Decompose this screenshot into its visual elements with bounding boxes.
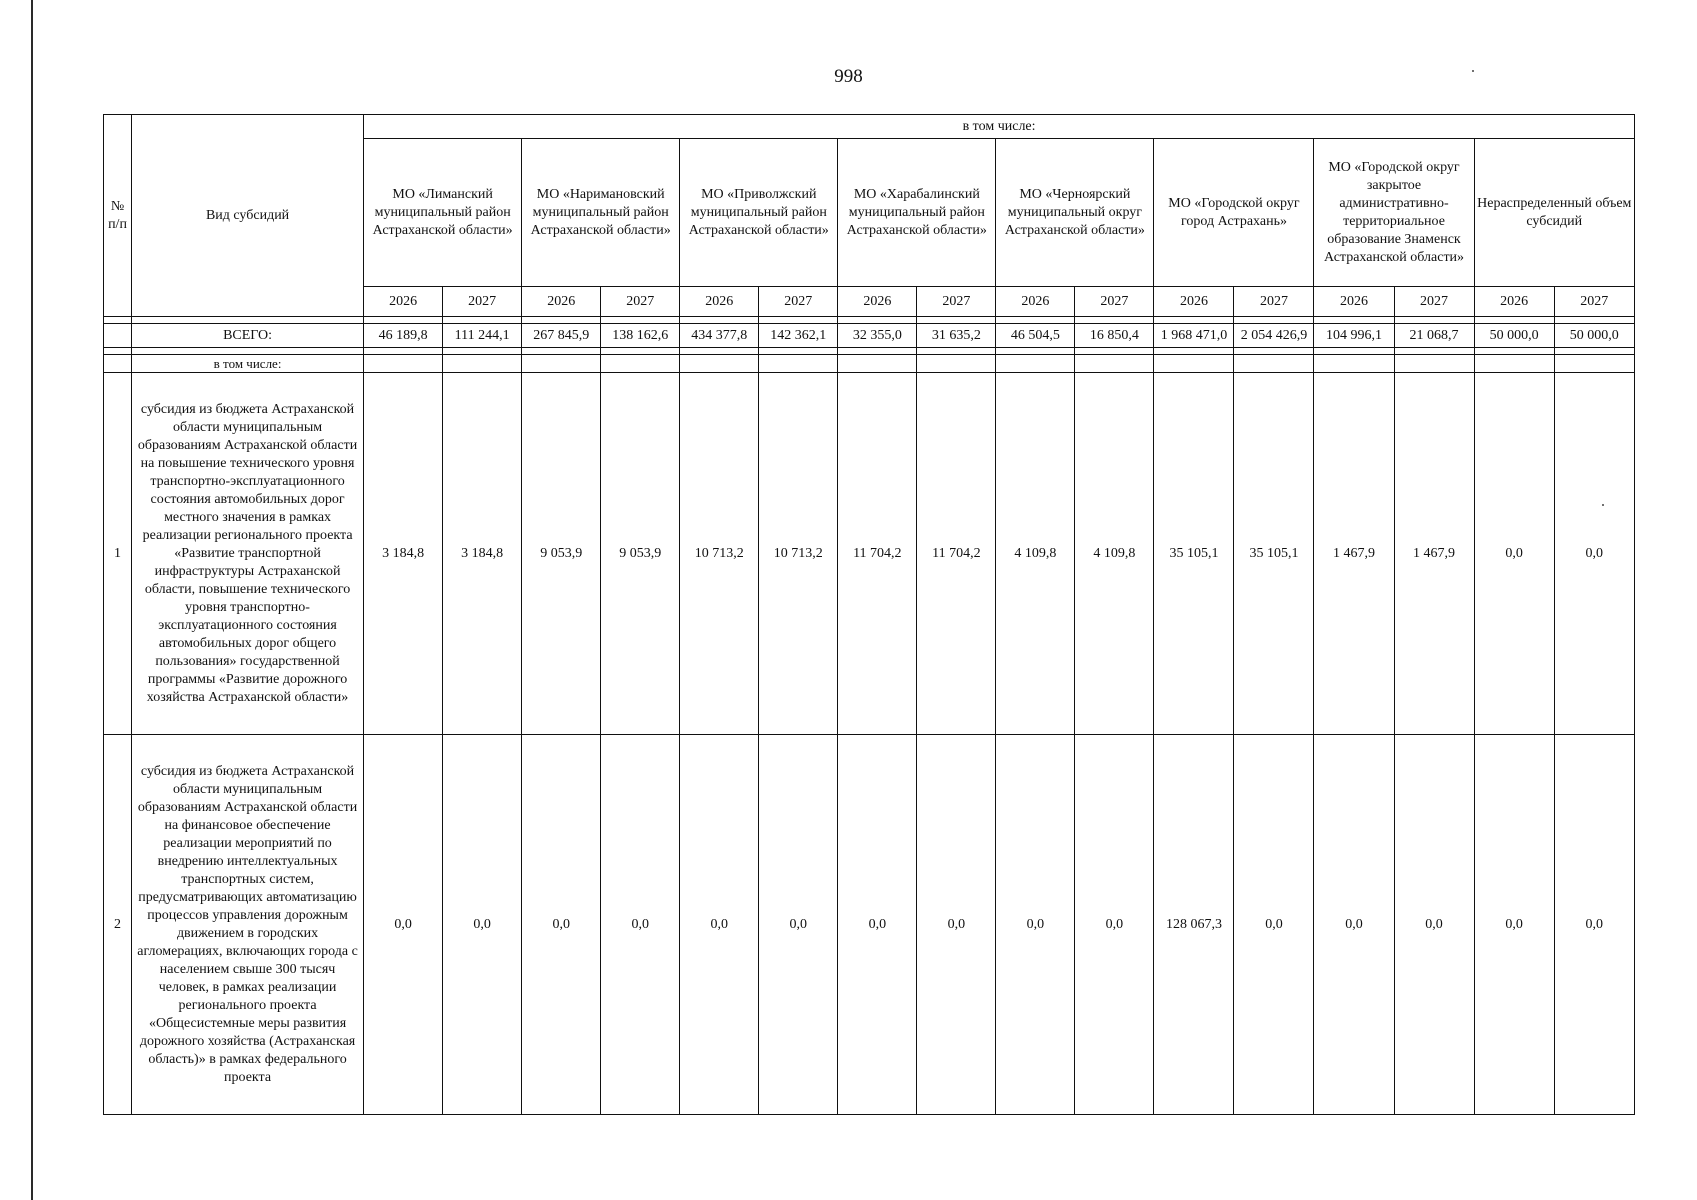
total-label: ВСЕГО:	[132, 324, 364, 348]
row-value: 0,0	[996, 735, 1075, 1115]
row-value: 4 109,8	[996, 373, 1075, 735]
including-label: в том числе:	[132, 355, 364, 373]
total-value: 434 377,8	[680, 324, 759, 348]
spacer-cell	[364, 317, 443, 324]
spacer-cell	[132, 317, 364, 324]
col-header-mo-znamensk: МО «Городской округ закрытое административно-территориальное образование Знаменск Астраханской области»	[1314, 139, 1474, 287]
year-header: 2027	[1554, 287, 1634, 317]
row-number: 2	[104, 735, 132, 1115]
year-header: 2026	[838, 287, 917, 317]
empty-cell	[1234, 355, 1314, 373]
row-value: 9 053,9	[601, 373, 680, 735]
row-value: 9 053,9	[522, 373, 601, 735]
total-value: 111 244,1	[443, 324, 522, 348]
row-value: 0,0	[1474, 373, 1554, 735]
subsidy-table	[103, 114, 1635, 1115]
row-value: 3 184,8	[364, 373, 443, 735]
empty-cell	[1154, 355, 1234, 373]
row-value: 0,0	[364, 735, 443, 1115]
empty-cell	[364, 355, 443, 373]
row-value: 0,0	[1075, 735, 1154, 1115]
col-header-mo-astrakhan: МО «Городской округ город Астрахань»	[1154, 139, 1314, 287]
spacer-cell	[838, 348, 917, 355]
spacer-cell	[1474, 348, 1554, 355]
row-number: 1	[104, 373, 132, 735]
col-header-mo-privolzhsky: МО «Приволжский муниципальный район Астраханской области»	[680, 139, 838, 287]
row-value: 0,0	[1314, 735, 1394, 1115]
total-row	[104, 324, 1635, 348]
spacer-cell	[1154, 317, 1234, 324]
row-value: 3 184,8	[443, 373, 522, 735]
empty-cell	[1314, 355, 1394, 373]
col-header-including: в том числе:	[364, 115, 1635, 139]
year-header: 2027	[443, 287, 522, 317]
subsidy-row-1	[104, 373, 1635, 735]
spacer-cell	[1234, 317, 1314, 324]
row-value: 10 713,2	[680, 373, 759, 735]
row-value: 11 704,2	[838, 373, 917, 735]
col-header-mo-chernoyarsky: МО «Черноярский муниципальный округ Астраханской области»	[996, 139, 1154, 287]
year-header: 2026	[1314, 287, 1394, 317]
total-value: 2 054 426,9	[1234, 324, 1314, 348]
year-header: 2026	[996, 287, 1075, 317]
row-value: 35 105,1	[1154, 373, 1234, 735]
row-description: субсидия из бюджета Астраханской области муниципальным образованиям Астраханской области на повышение технического уровня транспортно-эксплуатационного состояния автомобильных дорог местного значения в рамках реализации регионального проекта «Развитие транспортной инфраструктуры Астраханской области, повышение технического уровня транспортно-эксплуатационного состояния автомобильных дорог общего пользования» государственной программы «Развитие дорожного хозяйства Астраханской области»	[132, 373, 364, 735]
year-header: 2026	[1474, 287, 1554, 317]
empty-cell	[1075, 355, 1154, 373]
spacer-cell	[1554, 348, 1634, 355]
spacer-cell	[522, 348, 601, 355]
row-number-cell	[104, 355, 132, 373]
empty-cell	[996, 355, 1075, 373]
spacer-cell	[759, 348, 838, 355]
total-value: 46 189,8	[364, 324, 443, 348]
spacer-cell	[680, 317, 759, 324]
page-number: 998	[834, 66, 863, 87]
year-header: 2027	[1394, 287, 1474, 317]
spacer-cell	[1234, 348, 1314, 355]
left-margin-line	[31, 0, 33, 1200]
total-value: 1 968 471,0	[1154, 324, 1234, 348]
total-value: 50 000,0	[1474, 324, 1554, 348]
row-number-cell	[104, 324, 132, 348]
total-value: 16 850,4	[1075, 324, 1154, 348]
total-value: 46 504,5	[996, 324, 1075, 348]
empty-cell	[1394, 355, 1474, 373]
empty-cell	[522, 355, 601, 373]
year-header: 2027	[759, 287, 838, 317]
spacer-cell	[601, 317, 680, 324]
spacer-cell	[1474, 317, 1554, 324]
empty-cell	[838, 355, 917, 373]
row-value: 0,0	[522, 735, 601, 1115]
year-header: 2027	[601, 287, 680, 317]
year-header: 2027	[917, 287, 996, 317]
spacer-cell	[1554, 317, 1634, 324]
year-header: 2026	[680, 287, 759, 317]
row-value: 128 067,3	[1154, 735, 1234, 1115]
empty-cell	[1554, 355, 1634, 373]
spacer-cell	[601, 348, 680, 355]
year-header: 2026	[364, 287, 443, 317]
row-value: 0,0	[759, 735, 838, 1115]
year-header: 2027	[1075, 287, 1154, 317]
spacer-cell	[996, 317, 1075, 324]
spacer-cell	[759, 317, 838, 324]
col-header-subsidy-type: Вид субсидий	[132, 115, 364, 317]
spacer-cell	[104, 317, 132, 324]
spacer-cell	[1075, 317, 1154, 324]
row-value: 0,0	[601, 735, 680, 1115]
total-value: 104 996,1	[1314, 324, 1394, 348]
row-value: 0,0	[838, 735, 917, 1115]
total-value: 31 635,2	[917, 324, 996, 348]
spacer-cell	[838, 317, 917, 324]
spacer-cell	[1154, 348, 1234, 355]
col-header-mo-kharabalinsky: МО «Харабалинский муниципальный район Астраханской области»	[838, 139, 996, 287]
col-header-number: № п/п	[104, 115, 132, 317]
including-row	[104, 355, 1635, 373]
subsidy-row-2	[104, 735, 1635, 1115]
row-value: 0,0	[1474, 735, 1554, 1115]
year-header: 2026	[1154, 287, 1234, 317]
spacer-cell	[1314, 317, 1394, 324]
row-value: 0,0	[1554, 373, 1634, 735]
spacer-cell	[1314, 348, 1394, 355]
row-value: 11 704,2	[917, 373, 996, 735]
spacer-cell	[364, 348, 443, 355]
empty-cell	[917, 355, 996, 373]
col-header-undistributed: Нераспределенный объем субсидий	[1474, 139, 1634, 287]
spacer-cell	[522, 317, 601, 324]
spacer-cell	[104, 348, 132, 355]
row-value: 35 105,1	[1234, 373, 1314, 735]
spacer-cell	[680, 348, 759, 355]
row-value: 0,0	[680, 735, 759, 1115]
spacer-cell	[1394, 348, 1474, 355]
empty-cell	[1474, 355, 1554, 373]
row-value: 1 467,9	[1314, 373, 1394, 735]
spacer-cell	[1075, 348, 1154, 355]
spacer-cell	[917, 317, 996, 324]
spacer-cell	[1394, 317, 1474, 324]
total-value: 32 355,0	[838, 324, 917, 348]
spacer-cell	[443, 348, 522, 355]
spacer-cell	[996, 348, 1075, 355]
year-header: 2026	[522, 287, 601, 317]
col-header-mo-narimanovsky: МО «Наримановский муниципальный район Астраханской области»	[522, 139, 680, 287]
row-value: 0,0	[1234, 735, 1314, 1115]
total-value: 138 162,6	[601, 324, 680, 348]
row-description: субсидия из бюджета Астраханской области муниципальным образованиям Астраханской области на финансовое обеспечение реализации мероприятий по внедрению интеллектуальных транспортных систем, предусматривающих автоматизацию процессов управления дорожным движением в городских агломерациях, включающих города с населением свыше 300 тысяч человек, в рамках реализации регионального проекта «Общесистемные меры развития дорожного хозяйства (Астраханская область)» в рамках федерального проекта	[132, 735, 364, 1115]
total-value: 142 362,1	[759, 324, 838, 348]
total-value: 267 845,9	[522, 324, 601, 348]
empty-cell	[759, 355, 838, 373]
col-header-mo-limansky: МО «Лиманский муниципальный район Астраханской области»	[364, 139, 522, 287]
spacer-cell	[443, 317, 522, 324]
row-value: 0,0	[443, 735, 522, 1115]
row-value: 4 109,8	[1075, 373, 1154, 735]
row-value: 1 467,9	[1394, 373, 1474, 735]
empty-cell	[443, 355, 522, 373]
year-header: 2027	[1234, 287, 1314, 317]
empty-cell	[601, 355, 680, 373]
row-value: 0,0	[917, 735, 996, 1115]
total-value: 50 000,0	[1554, 324, 1634, 348]
spacer-cell	[132, 348, 364, 355]
row-value: 10 713,2	[759, 373, 838, 735]
spacer-cell	[917, 348, 996, 355]
total-value: 21 068,7	[1394, 324, 1474, 348]
row-value: 0,0	[1554, 735, 1634, 1115]
empty-cell	[680, 355, 759, 373]
row-value: 0,0	[1394, 735, 1474, 1115]
